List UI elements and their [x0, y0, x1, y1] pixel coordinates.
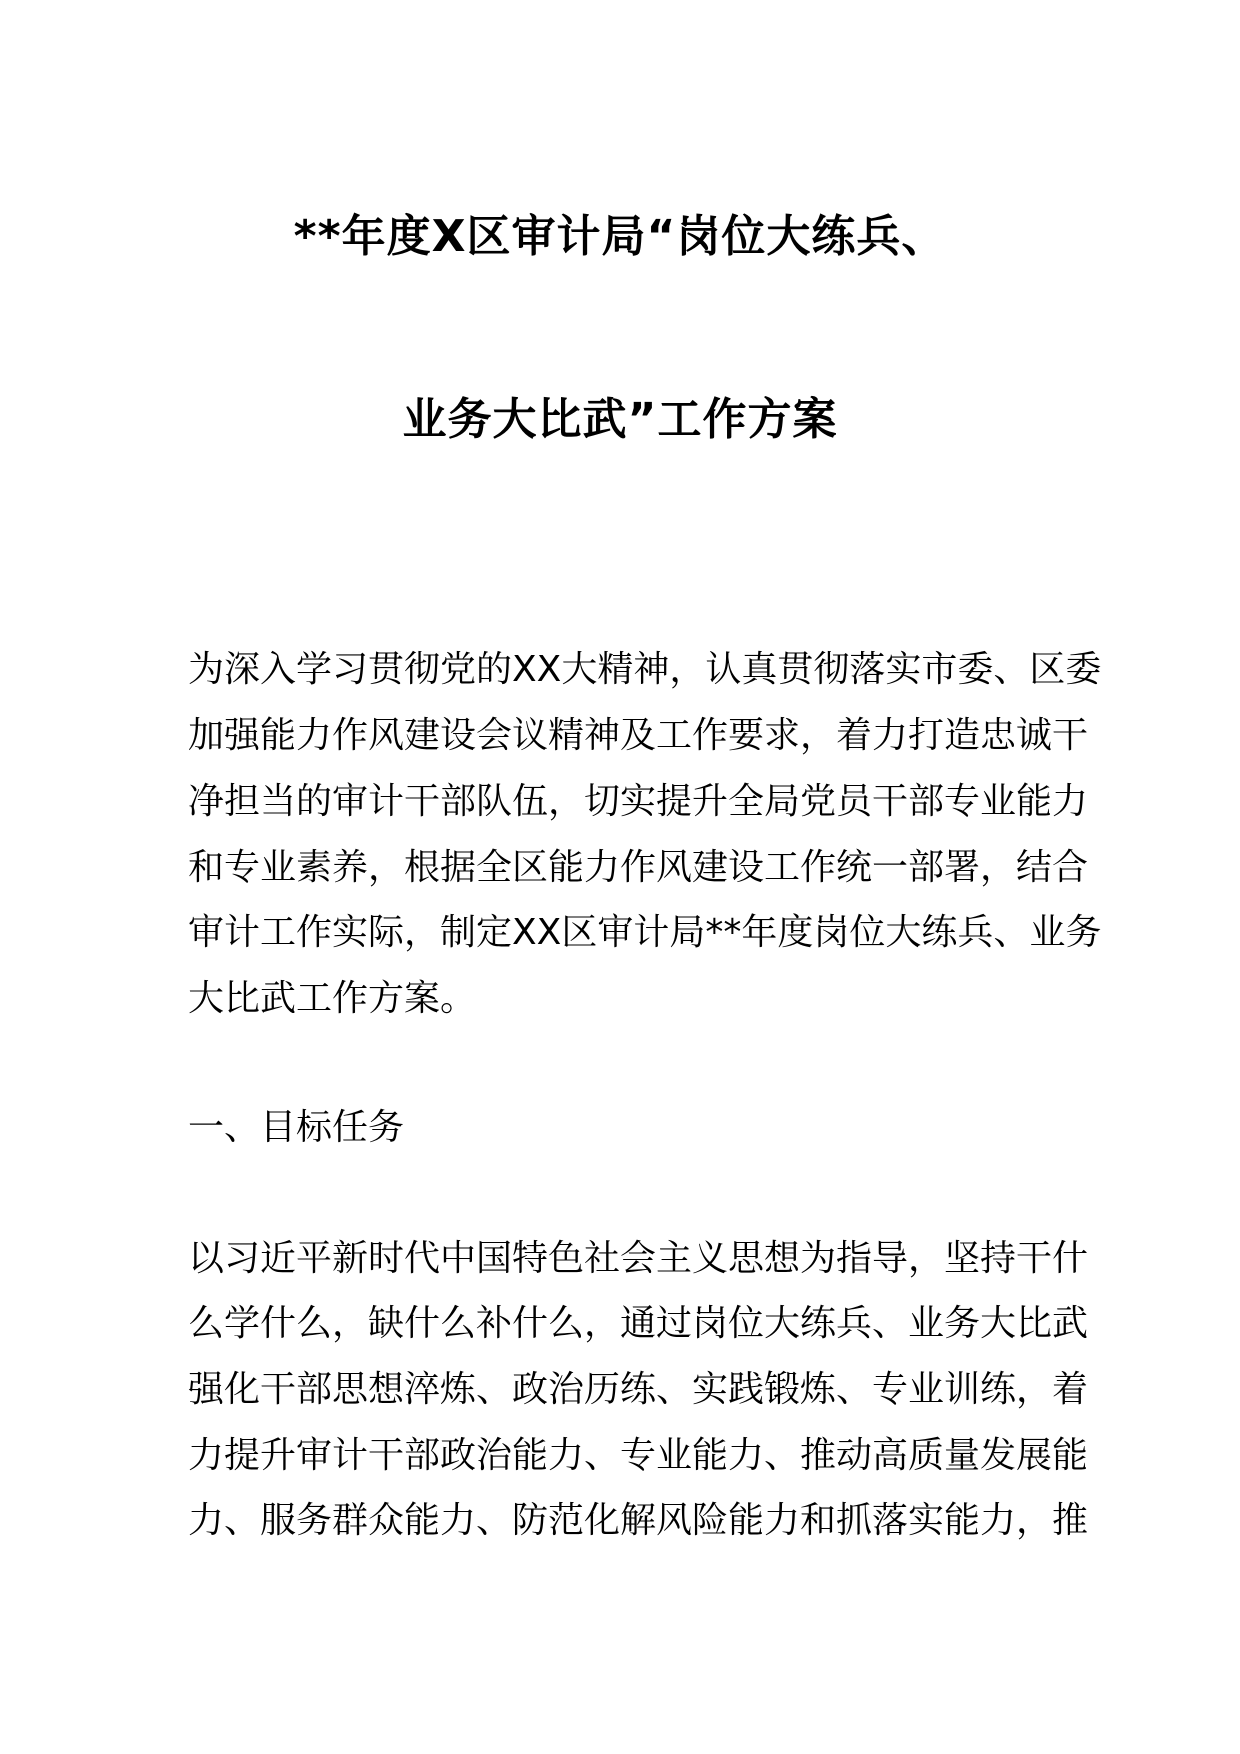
paragraph-line: 为深入学习贯彻党的XX大精神，认真贯彻落实市委、区委: [188, 649, 1102, 690]
paragraph-line: 审计工作实际，制定XX区审计局**年度岗位大练兵、业务: [188, 912, 1102, 953]
paragraph-line: 大比武工作方案。: [188, 978, 477, 1019]
document-title-line-1: **年度X区审计局“岗位大练兵、: [293, 211, 947, 262]
section-heading: 一、目标任务: [188, 1107, 405, 1148]
paragraph-line: 加强能力作风建设会议精神及工作要求，着力打造忠诚干: [188, 715, 1089, 756]
paragraph-line: 以习近平新时代中国特色社会主义思想为指导，坚持干什: [188, 1238, 1089, 1279]
document-title-line-2: 业务大比武”工作方案: [402, 394, 838, 445]
paragraph-line: 和专业素养，根据全区能力作风建设工作统一部署，结合: [188, 847, 1089, 888]
paragraph-line: 力、服务群众能力、防范化解风险能力和抓落实能力，推: [188, 1500, 1089, 1541]
paragraph-line: 净担当的审计干部队伍，切实提升全局党员干部专业能力: [188, 781, 1089, 822]
paragraph-line: 么学什么，缺什么补什么，通过岗位大练兵、业务大比武: [188, 1303, 1089, 1344]
paragraph-line: 力提升审计干部政治能力、专业能力、推动高质量发展能: [188, 1435, 1089, 1476]
paragraph-line: 强化干部思想淬炼、政治历练、实践锻炼、专业训练，着: [188, 1369, 1089, 1410]
